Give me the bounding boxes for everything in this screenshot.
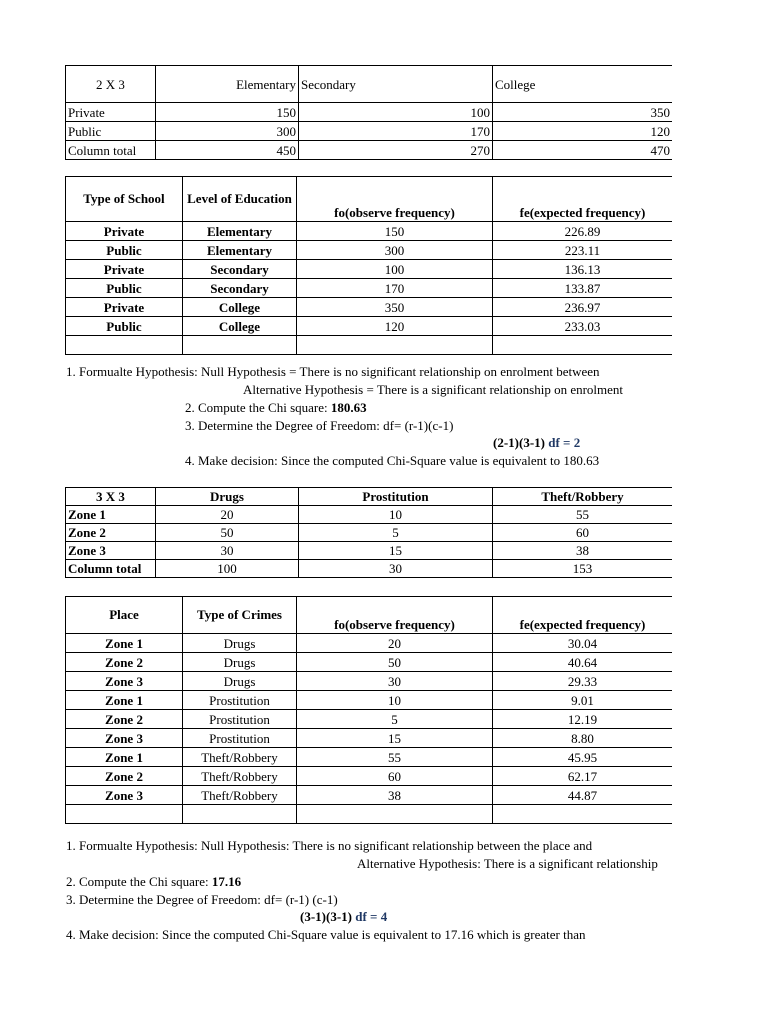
value-cell[interactable]: 226.89 bbox=[493, 222, 673, 241]
row-label-cell[interactable]: Public bbox=[66, 241, 183, 260]
value-cell[interactable]: 20 bbox=[297, 634, 493, 653]
table-row bbox=[66, 748, 673, 767]
value-cell[interactable]: Secondary bbox=[183, 279, 297, 298]
table-row bbox=[66, 122, 673, 141]
value-cell[interactable]: 170 bbox=[299, 122, 493, 141]
row-label-cell[interactable]: Zone 2 bbox=[66, 524, 156, 542]
empty-cell[interactable] bbox=[183, 805, 297, 824]
table-row bbox=[66, 542, 673, 560]
contingency-table-2x3-wrapper bbox=[65, 65, 672, 160]
row-label-cell[interactable]: Zone 1 bbox=[66, 506, 156, 524]
value-cell[interactable]: 44.87 bbox=[493, 786, 673, 805]
header-cell[interactable]: Type of Crimes bbox=[183, 597, 297, 634]
value-cell[interactable]: Drugs bbox=[183, 653, 297, 672]
df-calculation bbox=[300, 909, 387, 925]
decision-step: 4. Make decision: Since the computed Chi-Square value is equivalent to 17.16 which is greater than bbox=[66, 927, 586, 942]
row-label-cell[interactable]: Zone 3 bbox=[66, 672, 183, 691]
value-cell[interactable]: Elementary bbox=[183, 222, 297, 241]
header-cell[interactable]: 2 X 3 bbox=[66, 66, 156, 103]
value-cell[interactable]: 38 bbox=[297, 786, 493, 805]
value-cell[interactable]: Theft/Robbery bbox=[183, 748, 297, 767]
table-row bbox=[66, 634, 673, 653]
value-cell[interactable]: College bbox=[183, 317, 297, 336]
table-row bbox=[66, 241, 673, 260]
row-label-cell[interactable]: Zone 1 bbox=[66, 691, 183, 710]
row-label-cell[interactable]: Private bbox=[66, 260, 183, 279]
value-cell[interactable]: 120 bbox=[493, 122, 673, 141]
value-cell[interactable]: 12.19 bbox=[493, 710, 673, 729]
table-row bbox=[66, 141, 673, 160]
empty-cell[interactable] bbox=[183, 336, 297, 355]
chi-square-step bbox=[66, 874, 241, 890]
frequency-table-school bbox=[65, 176, 672, 355]
value-cell[interactable]: 29.33 bbox=[493, 672, 673, 691]
value-cell[interactable]: 55 bbox=[493, 506, 673, 524]
table-header-row bbox=[66, 177, 673, 222]
row-label-cell[interactable]: Public bbox=[66, 122, 156, 141]
degree-of-freedom-step: 3. Determine the Degree of Freedom: df= (r-1)(c-1) bbox=[185, 418, 454, 433]
contingency-table-2x3 bbox=[65, 65, 672, 160]
empty-cell[interactable] bbox=[66, 805, 183, 824]
frequency-table-crimes bbox=[65, 596, 672, 824]
df-formula: (3-1)(3-1) bbox=[300, 909, 352, 924]
value-cell[interactable]: 30 bbox=[299, 560, 493, 578]
header-cell[interactable]: fo(observe frequency) bbox=[297, 597, 493, 634]
chi-square-step bbox=[185, 400, 367, 416]
header-cell[interactable]: College bbox=[493, 66, 673, 103]
frequency-table-crimes-wrapper bbox=[65, 596, 672, 824]
table-row bbox=[66, 672, 673, 691]
value-cell[interactable]: 5 bbox=[299, 524, 493, 542]
value-cell[interactable]: 233.03 bbox=[493, 317, 673, 336]
value-cell[interactable]: 100 bbox=[299, 103, 493, 122]
value-cell[interactable]: 470 bbox=[493, 141, 673, 160]
value-cell[interactable]: 60 bbox=[297, 767, 493, 786]
value-cell[interactable]: College bbox=[183, 298, 297, 317]
decision-step: 4. Make decision: Since the computed Chi-Square value is equivalent to 180.63 bbox=[185, 453, 600, 468]
frequency-table-school-wrapper bbox=[65, 176, 672, 355]
alternative-hypothesis: Alternative Hypothesis: There is a significant relationship bbox=[357, 856, 658, 871]
row-label-cell[interactable]: Public bbox=[66, 279, 183, 298]
value-cell[interactable]: 100 bbox=[297, 260, 493, 279]
row-label-cell[interactable]: Private bbox=[66, 103, 156, 122]
value-cell[interactable]: Prostitution bbox=[183, 710, 297, 729]
row-label-cell[interactable]: Public bbox=[66, 317, 183, 336]
value-cell[interactable]: 15 bbox=[297, 729, 493, 748]
value-cell[interactable]: Drugs bbox=[183, 672, 297, 691]
value-cell[interactable]: 170 bbox=[297, 279, 493, 298]
chi-square-label: 2. Compute the Chi square: bbox=[185, 400, 328, 415]
row-label-cell[interactable]: Zone 2 bbox=[66, 767, 183, 786]
value-cell[interactable]: Elementary bbox=[183, 241, 297, 260]
alternative-hypothesis: Alternative Hypothesis = There is a significant relationship on enrolment bbox=[243, 382, 624, 397]
table-row bbox=[66, 767, 673, 786]
table-row bbox=[66, 710, 673, 729]
value-cell[interactable]: 270 bbox=[299, 141, 493, 160]
value-cell[interactable]: Theft/Robbery bbox=[183, 786, 297, 805]
value-cell[interactable]: 55 bbox=[297, 748, 493, 767]
table-row bbox=[66, 103, 673, 122]
table-row bbox=[66, 506, 673, 524]
df-calculation bbox=[493, 435, 580, 451]
value-cell[interactable]: 223.11 bbox=[493, 241, 673, 260]
value-cell[interactable]: 350 bbox=[493, 103, 673, 122]
value-cell[interactable]: 62.17 bbox=[493, 767, 673, 786]
header-cell[interactable]: fe(expected frequency) bbox=[493, 597, 673, 634]
header-cell[interactable]: Secondary bbox=[299, 66, 493, 103]
chi-square-value: 17.16 bbox=[211, 874, 242, 889]
empty-cell[interactable] bbox=[66, 336, 183, 355]
value-cell[interactable]: 5 bbox=[297, 710, 493, 729]
header-cell[interactable]: Elementary bbox=[156, 66, 299, 103]
table-header-row bbox=[66, 66, 673, 103]
value-cell[interactable]: 133.87 bbox=[493, 279, 673, 298]
value-cell[interactable]: 136.13 bbox=[493, 260, 673, 279]
table-header-row bbox=[66, 488, 673, 506]
value-cell[interactable]: 9.01 bbox=[493, 691, 673, 710]
table-row bbox=[66, 786, 673, 805]
empty-row bbox=[66, 805, 673, 824]
table-row bbox=[66, 653, 673, 672]
df-result: df = 2 bbox=[548, 435, 581, 450]
value-cell[interactable]: Prostitution bbox=[183, 729, 297, 748]
header-cell[interactable]: Place bbox=[66, 597, 183, 634]
value-cell[interactable]: 38 bbox=[493, 542, 673, 560]
chi-square-value: 180.63 bbox=[330, 400, 367, 415]
row-label-cell[interactable]: Zone 3 bbox=[66, 786, 183, 805]
value-cell[interactable]: 236.97 bbox=[493, 298, 673, 317]
empty-row bbox=[66, 336, 673, 355]
value-cell[interactable]: 120 bbox=[297, 317, 493, 336]
header-cell[interactable]: fo(observe frequency) bbox=[297, 177, 493, 222]
table-row bbox=[66, 524, 673, 542]
row-label-cell[interactable]: Zone 1 bbox=[66, 748, 183, 767]
empty-cell[interactable] bbox=[297, 805, 493, 824]
table-row bbox=[66, 298, 673, 317]
value-cell[interactable]: 60 bbox=[493, 524, 673, 542]
value-cell[interactable]: Secondary bbox=[183, 260, 297, 279]
row-label-cell[interactable]: Zone 2 bbox=[66, 710, 183, 729]
value-cell[interactable]: 50 bbox=[297, 653, 493, 672]
value-cell[interactable]: 30 bbox=[297, 672, 493, 691]
value-cell[interactable]: 100 bbox=[156, 560, 299, 578]
table-row bbox=[66, 222, 673, 241]
chi-square-label: 2. Compute the Chi square: bbox=[66, 874, 209, 889]
table-row bbox=[66, 317, 673, 336]
table-header-row bbox=[66, 597, 673, 634]
empty-cell[interactable] bbox=[493, 805, 673, 824]
header-cell[interactable]: Theft/Robbery bbox=[493, 488, 673, 506]
row-label-cell[interactable]: Zone 2 bbox=[66, 653, 183, 672]
table-row bbox=[66, 729, 673, 748]
value-cell[interactable]: 153 bbox=[493, 560, 673, 578]
value-cell[interactable]: 300 bbox=[297, 241, 493, 260]
value-cell[interactable]: 10 bbox=[297, 691, 493, 710]
row-label-cell[interactable]: Column total bbox=[66, 560, 156, 578]
row-label-cell[interactable]: Column total bbox=[66, 141, 156, 160]
value-cell[interactable]: 150 bbox=[156, 103, 299, 122]
value-cell[interactable]: 450 bbox=[156, 141, 299, 160]
table-row bbox=[66, 560, 673, 578]
value-cell[interactable]: 15 bbox=[299, 542, 493, 560]
value-cell[interactable]: 150 bbox=[297, 222, 493, 241]
value-cell[interactable]: 300 bbox=[156, 122, 299, 141]
row-label-cell[interactable]: Zone 3 bbox=[66, 729, 183, 748]
header-cell[interactable]: 3 X 3 bbox=[66, 488, 156, 506]
degree-of-freedom-step: 3. Determine the Degree of Freedom: df= (r-1) (c-1) bbox=[66, 892, 338, 907]
value-cell[interactable]: 30 bbox=[156, 542, 299, 560]
hypothesis-step-1: 1. Formualte Hypothesis: Null Hypothesis = There is no significant relationship on enrolment between bbox=[66, 364, 600, 379]
header-cell[interactable]: Level of Education bbox=[183, 177, 297, 222]
header-cell[interactable]: Type of School bbox=[66, 177, 183, 222]
header-cell[interactable]: Prostitution bbox=[299, 488, 493, 506]
value-cell[interactable]: 45.95 bbox=[493, 748, 673, 767]
value-cell[interactable]: Drugs bbox=[183, 634, 297, 653]
contingency-table-3x3 bbox=[65, 487, 672, 578]
contingency-table-3x3-wrapper bbox=[65, 487, 672, 578]
row-label-cell[interactable]: Private bbox=[66, 298, 183, 317]
header-cell[interactable]: fe(expected frequency) bbox=[493, 177, 673, 222]
df-result: df = 4 bbox=[355, 909, 388, 924]
value-cell[interactable]: 30.04 bbox=[493, 634, 673, 653]
value-cell[interactable]: 8.80 bbox=[493, 729, 673, 748]
df-formula: (2-1)(3-1) bbox=[493, 435, 545, 450]
table-row bbox=[66, 691, 673, 710]
empty-cell[interactable] bbox=[297, 336, 493, 355]
value-cell[interactable]: 10 bbox=[299, 506, 493, 524]
value-cell[interactable]: Prostitution bbox=[183, 691, 297, 710]
table-row bbox=[66, 260, 673, 279]
hypothesis-step-1: 1. Formualte Hypothesis: Null Hypothesis: There is no significant relationship between the place and bbox=[66, 838, 593, 853]
value-cell[interactable]: Theft/Robbery bbox=[183, 767, 297, 786]
value-cell[interactable]: 50 bbox=[156, 524, 299, 542]
table-row bbox=[66, 279, 673, 298]
header-cell[interactable]: Drugs bbox=[156, 488, 299, 506]
row-label-cell[interactable]: Private bbox=[66, 222, 183, 241]
row-label-cell[interactable]: Zone 3 bbox=[66, 542, 156, 560]
value-cell[interactable]: 40.64 bbox=[493, 653, 673, 672]
row-label-cell[interactable]: Zone 1 bbox=[66, 634, 183, 653]
value-cell[interactable]: 20 bbox=[156, 506, 299, 524]
value-cell[interactable]: 350 bbox=[297, 298, 493, 317]
empty-cell[interactable] bbox=[493, 336, 673, 355]
